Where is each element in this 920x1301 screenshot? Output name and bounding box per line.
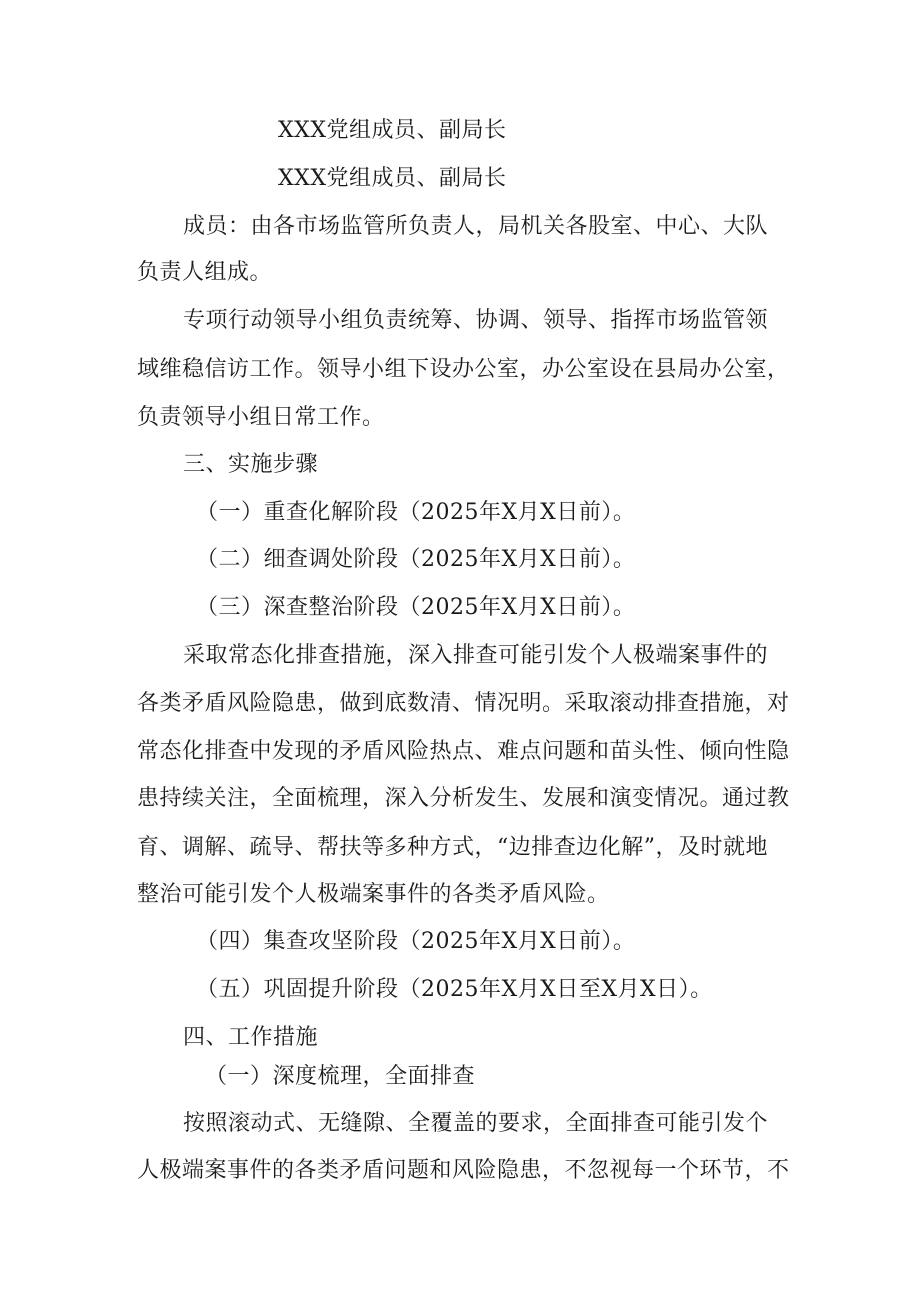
step-item-3: （三）深查整治阶段（2025年X月X日前）。 <box>196 595 636 620</box>
step-item-2: （二）细查调处阶段（2025年X月X日前）。 <box>196 547 636 572</box>
duty-paragraph-line-1: 专项行动领导小组负责统筹、协调、领导、指挥市场监管领 <box>183 308 769 333</box>
checklist-paragraph-line-1: 按照滚动式、无缝隙、全覆盖的要求，全面排查可能引发个 <box>183 1111 769 1136</box>
section-heading-3: 三、实施步骤 <box>183 452 319 477</box>
members-paragraph-line-1: 成员：由各市场监管所负责人，局机关各股室、中心、大队 <box>183 214 769 239</box>
step-item-4: （四）集查攻坚阶段（2025年X月X日前）。 <box>196 929 636 954</box>
step-item-5: （五）巩固提升阶段（2025年X月X日至X月X日）。 <box>196 977 713 1002</box>
measures-paragraph-line-5: 育、调解、疏导、帮扶等多种方式，“边排查边化解”，及时就地 <box>137 835 768 860</box>
leader-line-2: XXX党组成员、副局长 <box>278 166 507 191</box>
members-paragraph-line-2: 负责人组成。 <box>137 260 273 285</box>
duty-paragraph-line-3: 负责领导小组日常工作。 <box>137 405 385 430</box>
subsection-heading-1: （一）深度梳理，全面排查 <box>205 1064 476 1089</box>
measures-paragraph-line-2: 各类矛盾风险隐患，做到底数清、情况明。采取滚动排查措施，对 <box>137 691 790 716</box>
measures-paragraph-line-1: 采取常态化排查措施，深入排查可能引发个人极端案事件的 <box>183 643 769 668</box>
step-item-1: （一）重查化解阶段（2025年X月X日前）。 <box>196 500 636 525</box>
measures-paragraph-line-6: 整治可能引发个人极端案事件的各类矛盾风险。 <box>137 882 610 907</box>
leader-line-1: XXX党组成员、副局长 <box>278 118 507 143</box>
section-heading-4: 四、工作措施 <box>183 1025 319 1050</box>
checklist-paragraph-line-2: 人极端案事件的各类矛盾问题和风险隐患，不忽视每一个环节，不 <box>137 1158 790 1183</box>
duty-paragraph-line-2: 域维稳信访工作。领导小组下设办公室，办公室设在县局办公室， <box>137 357 790 382</box>
measures-paragraph-line-3: 常态化排查中发现的矛盾风险热点、难点问题和苗头性、倾向性隐 <box>137 739 790 764</box>
measures-paragraph-line-4: 患持续关注，全面梳理，深入分析发生、发展和演变情况。通过教 <box>137 786 790 811</box>
